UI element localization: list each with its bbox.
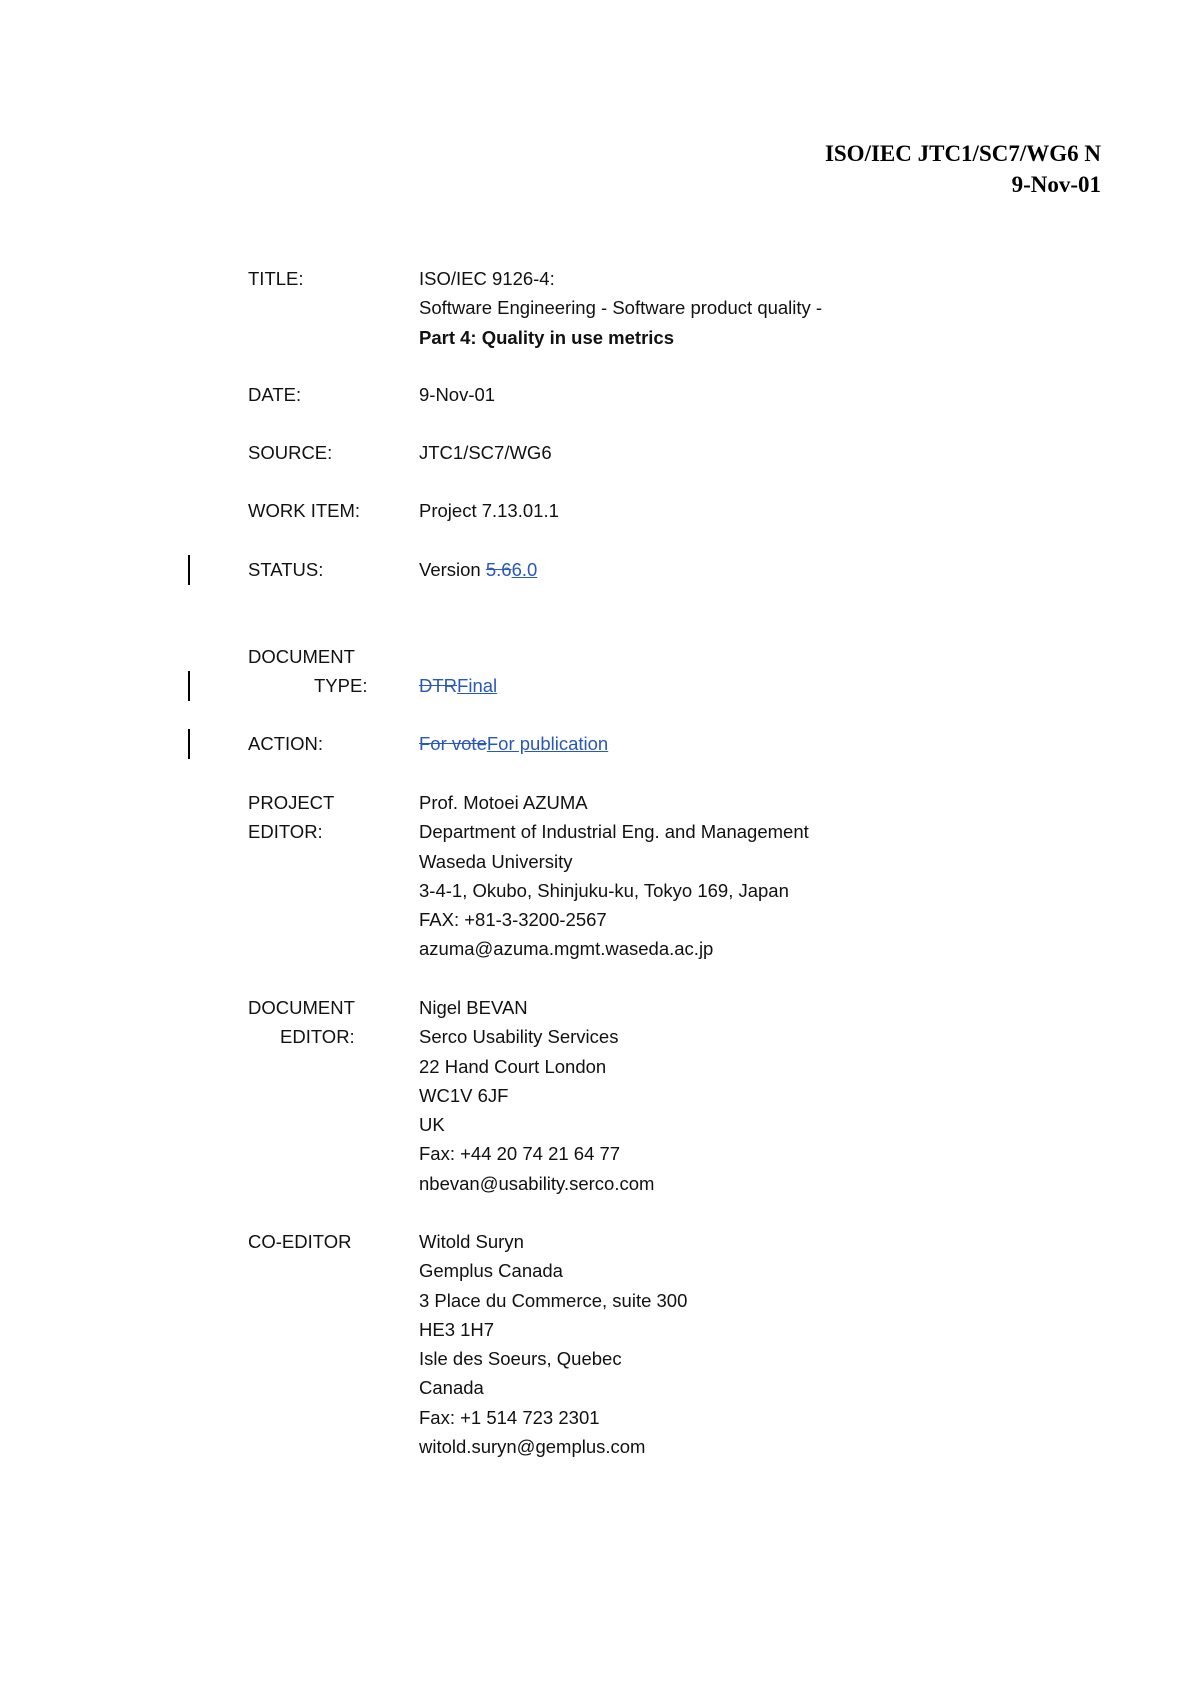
- document-editor-label: DOCUMENT EDITOR:: [248, 997, 355, 1048]
- project-editor-organization: Waseda University: [419, 850, 573, 872]
- project-editor-address: 3-4-1, Okubo, Shinjuku-ku, Tokyo 169, Japan: [419, 879, 789, 901]
- date-label: DATE:: [248, 384, 302, 405]
- title-label: TITLE:: [248, 268, 304, 289]
- source-label: SOURCE:: [248, 442, 333, 463]
- document-header: [825, 138, 1101, 200]
- action-deleted-text: For vote: [419, 733, 487, 754]
- co-editor-country: Canada: [419, 1377, 484, 1399]
- work-item-label: WORK ITEM:: [248, 500, 361, 521]
- document-editor-postcode: WC1V 6JF: [419, 1084, 509, 1106]
- document-editor-country: UK: [419, 1114, 445, 1136]
- status-change-bar: [188, 555, 190, 585]
- project-editor-label: PROJECT EDITOR:: [248, 792, 335, 843]
- action-inserted-text: For publication: [486, 733, 609, 754]
- title-standard-number: ISO/IEC 9126-4:: [419, 268, 555, 289]
- action-value: [419, 729, 1039, 758]
- co-editor-name: Witold Suryn: [419, 1231, 524, 1252]
- status-value: [419, 555, 1039, 584]
- co-editor-postcode: HE3 1H7: [419, 1318, 495, 1340]
- co-editor-street: 3 Place du Commerce, suite 300: [419, 1289, 688, 1311]
- co-editor-organization: Gemplus Canada: [419, 1260, 563, 1282]
- action-change-bar: [188, 729, 190, 759]
- title-value: [419, 264, 1039, 352]
- co-editor-details: [419, 1227, 1039, 1461]
- document-editor-details: [419, 993, 1039, 1198]
- co-editor-city: Isle des Soeurs, Quebec: [419, 1348, 622, 1370]
- document-type-change-bar: [188, 671, 190, 701]
- project-editor-fax: FAX: +81-3-3200-2567: [419, 909, 607, 931]
- status-inserted-text: 6.0: [511, 559, 538, 580]
- header-date: 9-Nov-01: [1011, 172, 1101, 197]
- document-type-deleted-text: DTR: [419, 675, 458, 697]
- document-type-value: [419, 642, 1039, 701]
- title-part: Part 4: Quality in use metrics: [419, 326, 674, 348]
- document-type-inserted-text: Final: [457, 675, 498, 697]
- document-type-label: DOCUMENT TYPE:: [248, 646, 368, 697]
- document-editor-name: Nigel BEVAN: [419, 997, 528, 1018]
- document-editor-street: 22 Hand Court London: [419, 1055, 607, 1077]
- document-editor-fax: Fax: +44 20 74 21 64 77: [419, 1143, 621, 1165]
- document-editor-email: nbevan@usability.serco.com: [419, 1172, 655, 1194]
- status-label: STATUS:: [248, 559, 324, 580]
- co-editor-label: CO-EDITOR: [248, 1231, 352, 1252]
- document-reference: ISO/IEC JTC1/SC7/WG6 N: [824, 141, 1101, 166]
- co-editor-fax: Fax: +1 514 723 2301: [419, 1406, 600, 1428]
- project-editor-details: [419, 788, 1039, 964]
- work-item-value: Project 7.13.01.1: [419, 500, 559, 521]
- project-editor-email: azuma@azuma.mgmt.waseda.ac.jp: [419, 938, 714, 960]
- co-editor-email: witold.suryn@gemplus.com: [419, 1436, 646, 1458]
- action-label: ACTION:: [248, 733, 324, 754]
- source-value: JTC1/SC7/WG6: [419, 442, 552, 463]
- project-editor-department: Department of Industrial Eng. and Management: [419, 821, 809, 843]
- date-value: 9-Nov-01: [419, 384, 496, 405]
- status-deleted-text: 5.6: [485, 559, 512, 580]
- project-editor-name: Prof. Motoei AZUMA: [419, 792, 588, 813]
- document-editor-organization: Serco Usability Services: [419, 1026, 619, 1048]
- status-prefix: Version: [419, 559, 486, 580]
- title-subject: Software Engineering - Software product quality -: [419, 297, 823, 319]
